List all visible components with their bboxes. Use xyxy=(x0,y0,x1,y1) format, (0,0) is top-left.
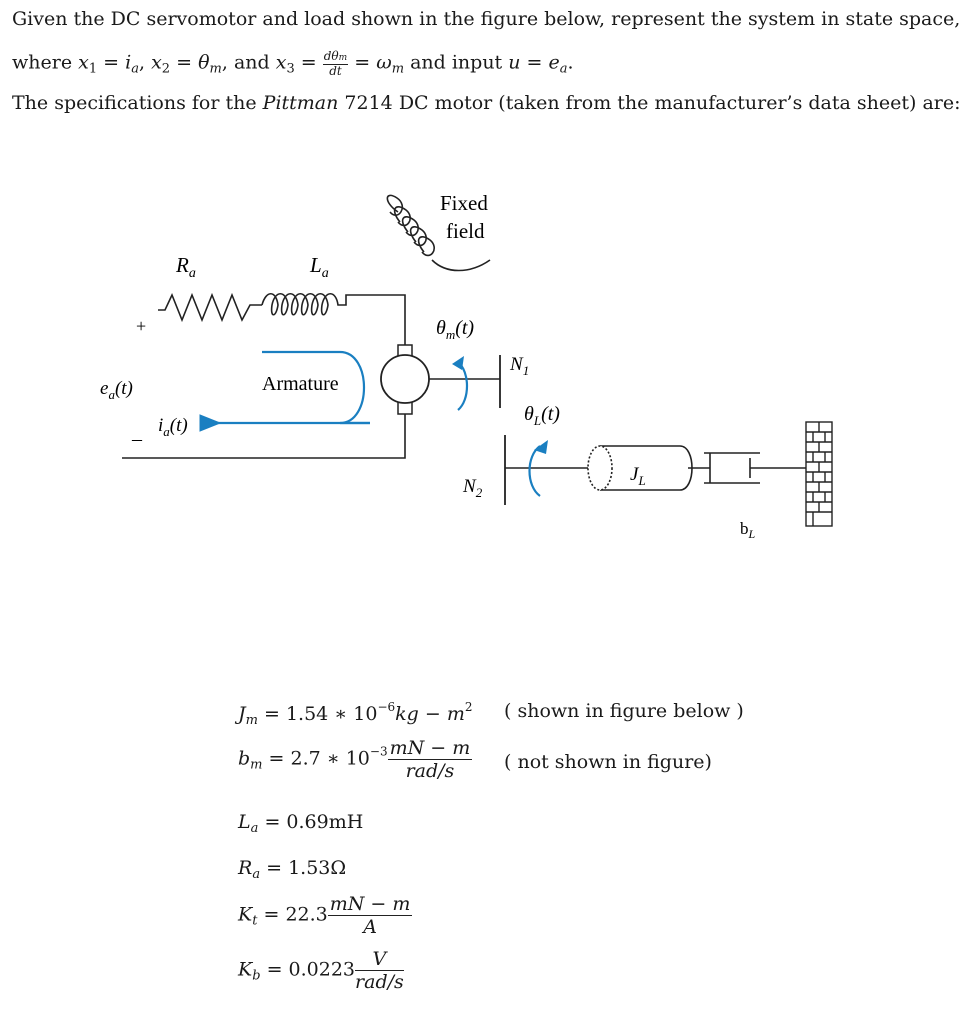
x2-value: = θ xyxy=(176,51,210,74)
intro-line-2: where $x_1 = i_a$, $x_2 = \theta_m$, and $x_3$ = $\frac{\text{dθm}}{dt}$ = $\omega_m$ and input $u = e_a$. xyxy=(12,49,574,78)
ra-equation: $R_a = 1.53\Omega$ xyxy=(238,857,347,882)
wall xyxy=(806,422,832,526)
u-symbol: u xyxy=(508,51,521,74)
minus-sign: – xyxy=(132,428,142,450)
and-word: and xyxy=(233,51,270,74)
ea-label: $e_a(t)$ xyxy=(100,378,133,402)
theta-m-label: $\theta_m(t)$ xyxy=(436,317,475,342)
period: . xyxy=(567,51,574,74)
omega-value: = ω xyxy=(354,51,392,74)
theta-m-arrow xyxy=(458,362,467,410)
x3-symbol: x xyxy=(275,51,287,74)
dt-text: dt xyxy=(329,64,342,78)
x1-value: = i xyxy=(103,51,132,74)
la-label: $L_a$ xyxy=(310,253,329,281)
bl-label: $b_L$ xyxy=(740,519,756,541)
derivative-fraction xyxy=(323,50,348,77)
plus-sign: + xyxy=(136,316,147,336)
armature-label: Armature xyxy=(262,373,339,395)
x3-subscript: 3 xyxy=(286,61,295,77)
dtheta-subscript: m xyxy=(338,53,348,63)
n1-label: $N_1$ xyxy=(510,354,530,378)
jm-equation: $J_m = 1.54$ ∗ $10^{-6}kg - m^2$ xyxy=(238,700,473,728)
fixed-label: Fixed xyxy=(440,191,488,215)
omega-subscript: m xyxy=(391,61,405,77)
u-value: = e xyxy=(526,51,560,74)
brand-name: Pittman xyxy=(262,92,339,114)
jm-note: ( shown in figure below ) xyxy=(504,700,744,722)
u-value-subscript: a xyxy=(559,61,568,77)
x2-value-subscript: m xyxy=(209,61,222,77)
dtheta-text: dθ xyxy=(323,49,339,63)
intro-line-1: Given the DC servomotor and load shown in the figure below, represent the system in state space, xyxy=(12,8,961,30)
equals-sign: = xyxy=(300,51,317,74)
kt-equation: $K_t = 22.3$ $\frac{mN - m}{A}$ xyxy=(238,893,411,938)
theta-l-arrow xyxy=(530,446,541,496)
la-equation: $L_a = 0.69mH$ xyxy=(238,811,364,836)
inductor xyxy=(262,294,372,315)
where-word: where xyxy=(12,51,73,74)
spec-intro-text-2: 7214 DC motor (taken from the manufacturer’s data sheet) are: xyxy=(344,92,961,114)
motor-armature xyxy=(381,355,429,403)
damper xyxy=(688,453,806,483)
x1-subscript: 1 xyxy=(88,61,98,77)
x1-value-subscript: a xyxy=(131,61,139,77)
ra-label: $R_a$ xyxy=(176,253,196,281)
x2-subscript: 2 xyxy=(161,61,171,77)
field-label: field xyxy=(446,219,485,243)
load-inertia xyxy=(600,446,692,490)
jl-label: $J_L$ xyxy=(630,464,646,488)
spec-intro-text: The specifications for the xyxy=(12,92,257,114)
n2-label: $N_2$ xyxy=(463,476,483,500)
bm-equation: $b_m = 2.7$ ∗ $10^{-3}$ $\frac{mN - m}{\text{rad/s}}$ xyxy=(238,737,471,782)
intro-line-3 xyxy=(12,92,961,114)
resistor xyxy=(158,295,262,320)
ia-label: $i_a(t)$ xyxy=(158,415,188,439)
bm-note: ( not shown in figure) xyxy=(504,751,712,773)
theta-l-label: $\theta_L(t)$ xyxy=(524,403,560,428)
kb-equation: $K_b = 0.0223$ $\frac{V}{\text{rad/s}}$ xyxy=(238,948,404,993)
x2-symbol: x xyxy=(151,51,162,74)
x1-symbol: x xyxy=(78,51,89,74)
servomotor-figure xyxy=(0,150,979,710)
input-text: and input xyxy=(410,51,503,74)
